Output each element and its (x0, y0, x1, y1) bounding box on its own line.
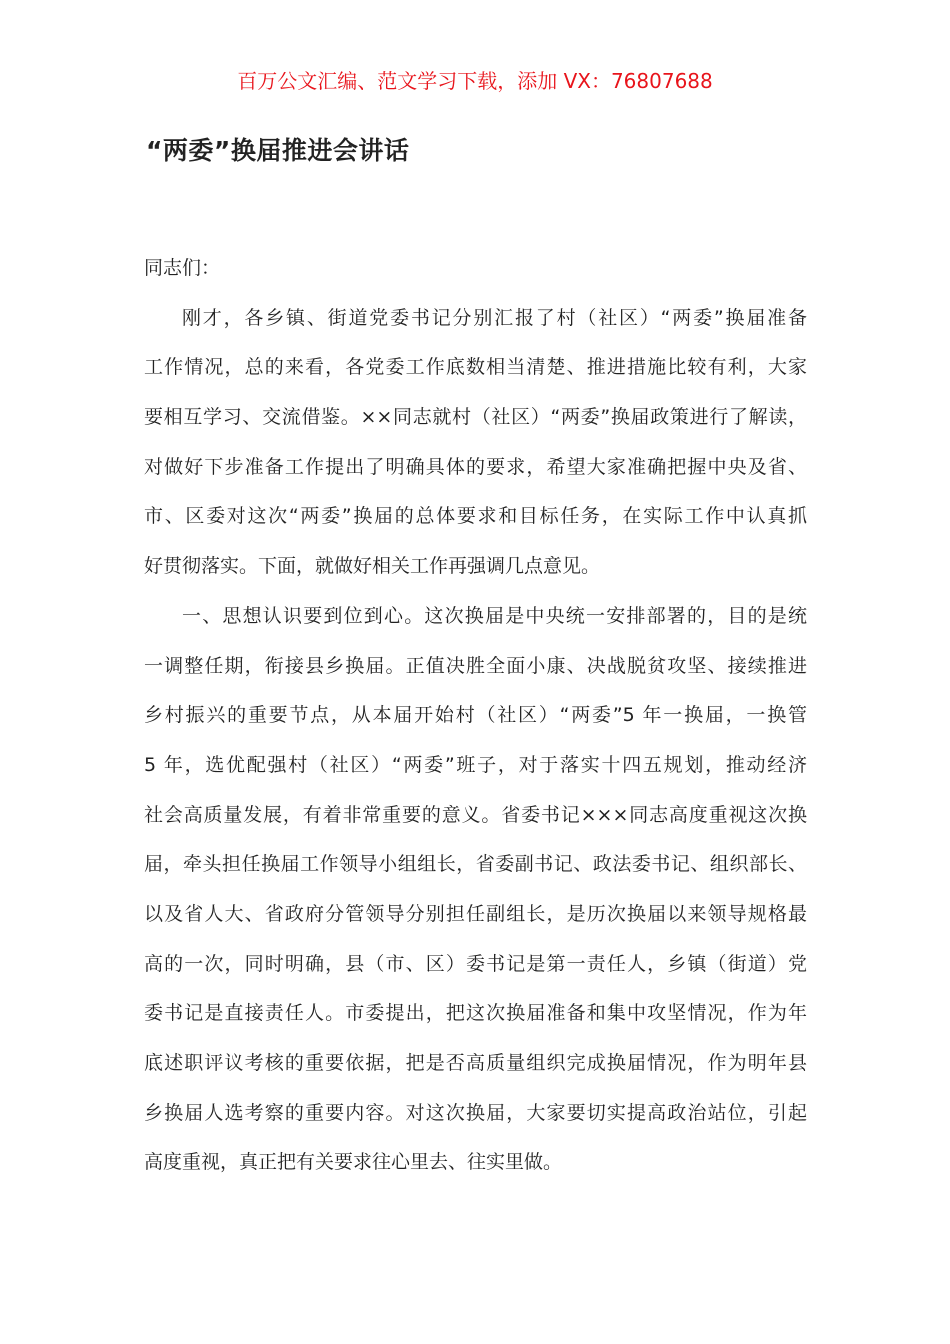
paragraph-line: 高的一次，同时明确，县（市、区）委书记是第一责任人，乡镇（街道）党 (144, 952, 807, 975)
paragraph-line: 市、区委对这次“两委”换届的总体要求和目标任务，在实际工作中认真抓 (144, 505, 807, 528)
paragraph (144, 303, 807, 601)
paragraph-line: 届，牵头担任换届工作领导小组组长，省委副书记、政法委书记、组织部长、 (144, 853, 807, 876)
paragraphs (144, 303, 807, 1197)
paragraph-line: 刚才，各乡镇、街道党委书记分别汇报了村（社区）“两委”换届准备 (182, 306, 807, 329)
paragraph-line: 底述职评议考核的重要依据，把是否高质量组织完成换届情况，作为明年县 (144, 1052, 807, 1074)
paragraph-line: 5 年，选优配强村（社区）“两委”班子，对于落实十四五规划，推动经济 (144, 753, 807, 776)
paragraph-line: 工作情况，总的来看，各党委工作底数相当清楚、推进措施比较有利，大家 (144, 356, 807, 379)
paragraph-line: 一调整任期，衔接县乡换届。正值决胜全面小康、决战脱贫攻坚、接续推进 (144, 654, 807, 677)
paragraph-line: 委书记是直接责任人。市委提出，把这次换届准备和集中攻坚情况，作为年 (144, 1002, 807, 1025)
paragraph-line: 高度重视，真正把有关要求往心里去、往实里做。 (144, 1151, 563, 1174)
paragraph-line: 以及省人大、省政府分管领导分别担任副组长，是历次换届以来领导规格最 (144, 902, 807, 925)
paragraph-line: 一、思想认识要到位到心。这次换届是中央统一安排部署的，目的是统 (182, 604, 807, 627)
salutation: 同志们： (144, 257, 221, 279)
paragraph-line: 对做好下步准备工作提出了明确具体的要求，希望大家准确把握中央及省、 (144, 455, 807, 478)
document-body (144, 253, 807, 1197)
paragraph-line: 要相互学习、交流借鉴。××同志就村（社区）“两委”换届政策进行了解读， (144, 406, 807, 429)
paragraph (144, 601, 807, 1197)
paragraph-line: 乡换届人选考察的重要内容。对这次换届，大家要切实提高政治站位，引起 (144, 1101, 807, 1124)
paragraph-line: 乡村振兴的重要节点，从本届开始村（社区）“两委”5 年一换届，一换管 (144, 704, 807, 727)
paragraph-line: 好贯彻落实。下面，就做好相关工作再强调几点意见。 (144, 555, 601, 578)
watermark-header: 百万公文汇编、范文学习下载，添加 VX：76807688 (237, 69, 713, 93)
paragraph-line: 社会高质量发展，有着非常重要的意义。省委书记×××同志高度重视这次换 (144, 803, 807, 826)
document-title: “两委”换届推进会讲话 (146, 136, 410, 165)
